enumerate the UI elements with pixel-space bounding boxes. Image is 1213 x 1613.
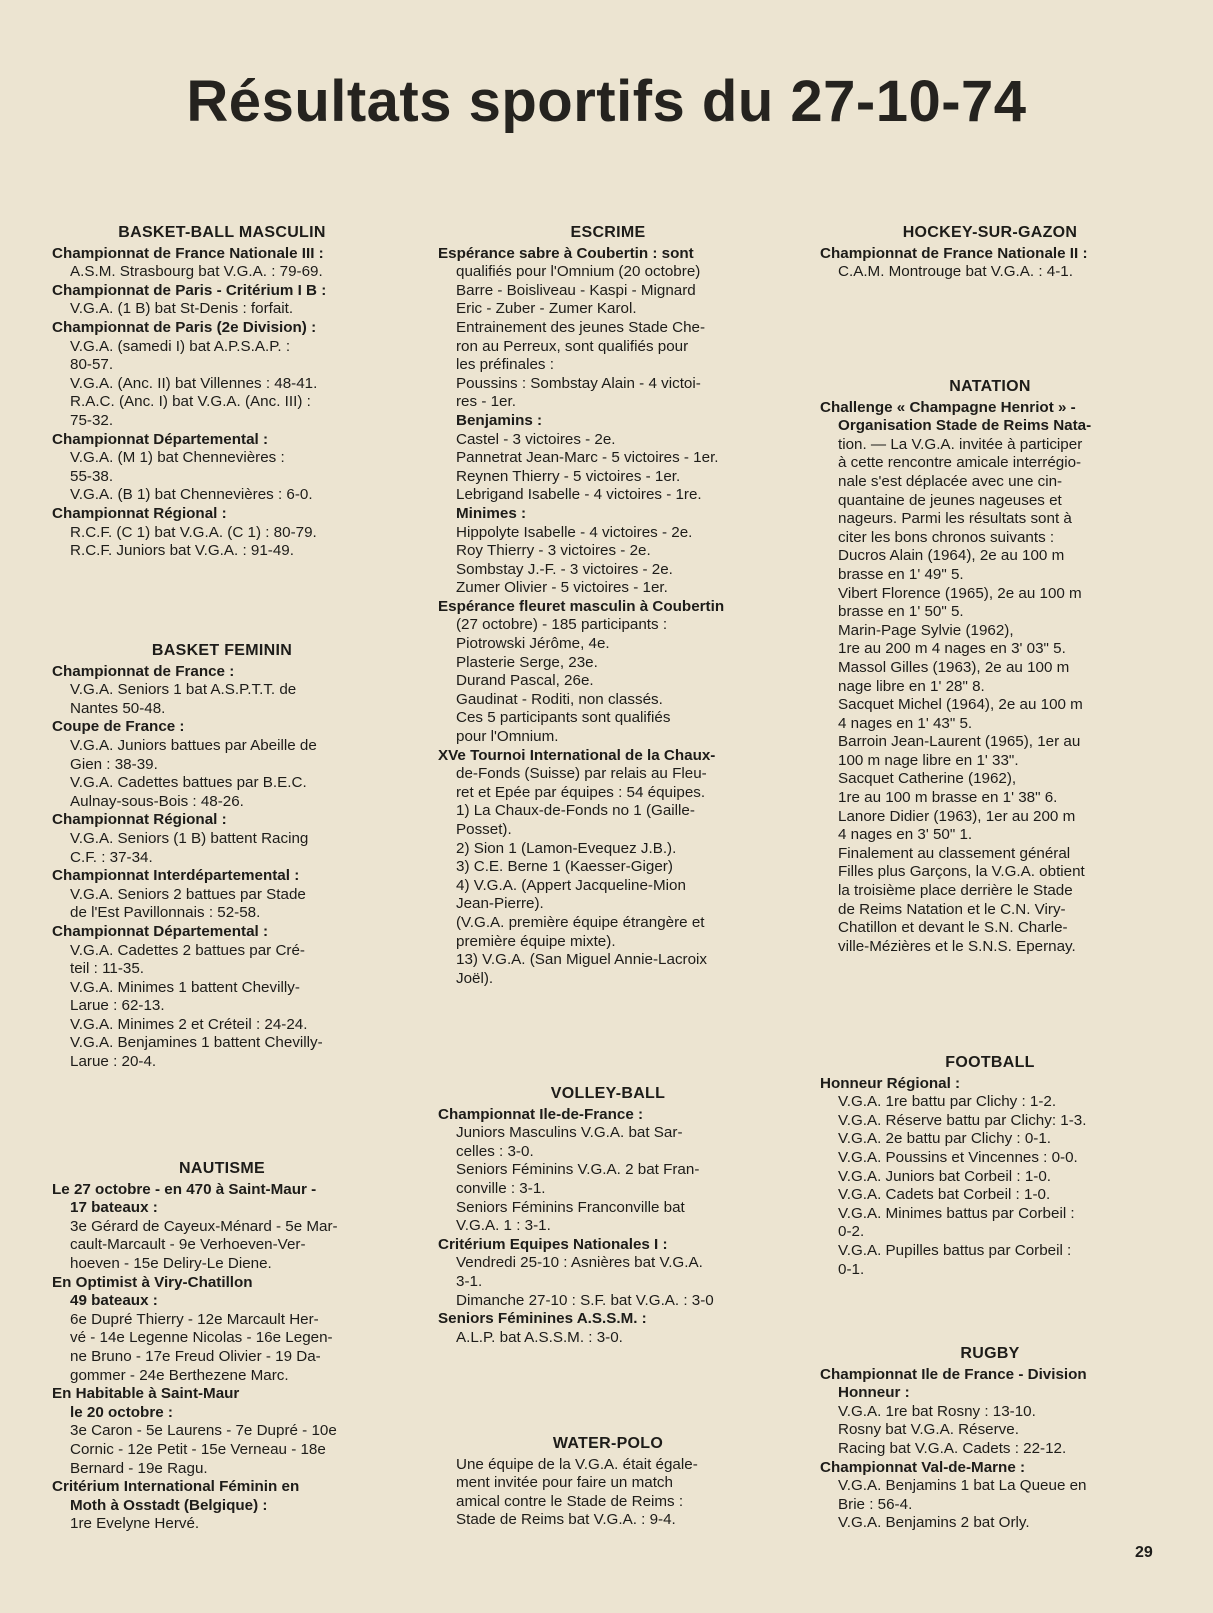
section-heading: NATATION <box>949 378 1031 395</box>
section-heading: RUGBY <box>960 1345 1020 1362</box>
result-line: Espérance sabre à Coubertin : sont <box>438 244 694 262</box>
result-line: 55-38. <box>70 467 114 485</box>
result-line: 13) V.G.A. (San Miguel Annie-Lacroix <box>456 951 708 969</box>
result-line: à cette rencontre amicale interrégio- <box>838 454 1082 472</box>
result-line: vé - 14e Legenne Nicolas - 16e Legen- <box>70 1329 333 1347</box>
result-line: Moth à Osstadt (Belgique) : <box>70 1496 268 1514</box>
result-line: 3e Caron - 5e Laurens - 7e Dupré - 10e <box>70 1422 337 1440</box>
result-line: Sacquet Michel (1964), 2e au 100 m <box>838 696 1083 714</box>
result-line: 4 nages en 1' 43" 5. <box>838 714 973 732</box>
page-title: Résultats sportifs du 27-10-74 <box>186 69 1027 134</box>
result-line: V.G.A. (M 1) bat Chennevières : <box>70 449 285 467</box>
result-line: Cornic - 12e Petit - 15e Verneau - 18e <box>70 1440 326 1458</box>
result-line: qualifiés pour l'Omnium (20 octobre) <box>456 263 701 281</box>
result-line: le 20 octobre : <box>70 1403 173 1421</box>
result-line: 2) Sion 1 (Lamon-Evequez J.B.). <box>456 839 677 857</box>
section-water-polo <box>438 1435 778 1530</box>
result-line: 4) V.G.A. (Appert Jacqueline-Mion <box>456 876 686 894</box>
result-line: Seniors Féminins Franconville bat <box>456 1198 685 1216</box>
result-line: Seniors Féminines A.S.S.M. : <box>438 1310 647 1328</box>
section-nautisme <box>52 1160 392 1534</box>
section-basket-masculin <box>52 224 392 561</box>
result-line: V.G.A. Pupilles battus par Corbeil : <box>838 1241 1072 1259</box>
result-line: Finalement au classement général <box>838 844 1071 862</box>
result-line: 3) C.E. Berne 1 (Kaesser-Giger) <box>456 858 673 876</box>
result-line: Durand Pascal, 26e. <box>456 672 594 690</box>
result-line: 49 bateaux : <box>70 1292 158 1310</box>
result-line: Une équipe de la V.G.A. était égale- <box>456 1455 698 1473</box>
result-line: Ducros Alain (1964), 2e au 100 m <box>838 547 1065 565</box>
result-line: gommer - 24e Berthezene Marc. <box>70 1366 289 1384</box>
result-line: Eric - Zuber - Zumer Karol. <box>456 300 637 318</box>
result-line: Critérium International Féminin en <box>52 1478 300 1496</box>
result-line: V.G.A. Benjamines 1 battent Chevilly- <box>70 1034 323 1052</box>
result-line: V.G.A. Cadettes battues par B.E.C. <box>70 774 307 792</box>
result-line: Reynen Thierry - 5 victoires - 1er. <box>456 467 681 485</box>
result-line: XVe Tournoi International de la Chaux- <box>438 746 716 764</box>
section-volley-ball <box>438 1085 778 1347</box>
result-line: ment invitée pour faire un match <box>456 1474 673 1492</box>
result-line: Jean-Pierre). <box>456 895 544 913</box>
result-line: 100 m nage libre en 1' 33". <box>838 751 1019 769</box>
result-line: En Habitable à Saint-Maur <box>52 1385 240 1403</box>
result-line: 75-32. <box>70 411 114 429</box>
result-line: res - 1er. <box>456 393 516 411</box>
result-line: nage libre en 1' 28" 8. <box>838 677 985 695</box>
result-line: R.C.F. (C 1) bat V.G.A. (C 1) : 80-79. <box>70 523 317 541</box>
result-line: A.L.P. bat A.S.S.M. : 3-0. <box>456 1328 623 1346</box>
result-line: Stade de Reims bat V.G.A. : 9-4. <box>456 1511 676 1529</box>
result-line: Coupe de France : <box>52 718 185 736</box>
section-heading: NAUTISME <box>179 1160 265 1177</box>
section-heading: VOLLEY-BALL <box>550 1085 666 1102</box>
result-line: V.G.A. (Anc. II) bat Villennes : 48-41. <box>70 374 318 392</box>
result-line: Roy Thierry - 3 victoires - 2e. <box>456 542 651 560</box>
result-line: 6e Dupré Thierry - 12e Marcault Her- <box>70 1310 319 1328</box>
result-line: la troisième place derrière le Stade <box>838 882 1073 900</box>
result-line: tion. — La V.G.A. invitée à participer <box>838 435 1083 453</box>
result-line: ville-Mézières et le S.N.S. Epernay. <box>838 937 1076 955</box>
result-line: Gien : 38-39. <box>70 755 158 773</box>
result-line: Benjamins : <box>456 411 543 429</box>
page-number: 29 <box>1135 1544 1153 1561</box>
result-line: Sombstay J.-F. - 3 victoires - 2e. <box>456 560 673 578</box>
result-line: 1re au 200 m 4 nages en 3' 03" 5. <box>838 640 1066 658</box>
result-line: Seniors Féminins V.G.A. 2 bat Fran- <box>456 1161 700 1179</box>
section-rugby <box>820 1345 1160 1533</box>
section-heading: HOCKEY-SUR-GAZON <box>902 224 1078 241</box>
result-line: Vendredi 25-10 : Asnières bat V.G.A. <box>456 1254 703 1272</box>
result-line: V.G.A. Minimes 1 battent Chevilly- <box>70 978 300 996</box>
section-heading: WATER-POLO <box>552 1435 664 1452</box>
result-line: Joël). <box>456 969 494 987</box>
result-line: 3-1. <box>456 1272 483 1290</box>
section-heading: BASKET FEMININ <box>151 642 293 659</box>
result-line: V.G.A. 1re battu par Clichy : 1-2. <box>838 1093 1057 1111</box>
result-line: Zumer Olivier - 5 victoires - 1er. <box>456 579 668 597</box>
result-line: R.C.F. Juniors bat V.G.A. : 91-49. <box>70 542 294 560</box>
result-line: Lanore Didier (1963), 1er au 200 m <box>838 807 1076 825</box>
result-line: V.G.A. Seniors 2 battues par Stade <box>70 885 306 903</box>
section-heading: FOOTBALL <box>945 1054 1035 1071</box>
result-line: Championnat de France Nationale III : <box>52 244 324 262</box>
result-line: Le 27 octobre - en 470 à Saint-Maur - <box>52 1180 317 1198</box>
result-line: C.A.M. Montrouge bat V.G.A. : 4-1. <box>838 263 1073 281</box>
result-line: ron au Perreux, sont qualifiés pour <box>456 337 689 355</box>
result-line: Championnat Ile de France - Division <box>820 1365 1087 1383</box>
result-line: Championnat Interdépartemental : <box>52 867 300 885</box>
result-line: teil : 11-35. <box>70 960 145 978</box>
result-line: Larue : 62-13. <box>70 997 165 1015</box>
result-line: Pannetrat Jean-Marc - 5 victoires - 1er. <box>456 449 719 467</box>
result-line: Filles plus Garçons, la V.G.A. obtient <box>838 863 1085 881</box>
result-line: Chatillon et devant le S.N. Charle- <box>838 919 1068 937</box>
result-line: V.G.A. Juniors battues par Abeille de <box>70 736 317 754</box>
result-line: Barroin Jean-Laurent (1965), 1er au <box>838 733 1081 751</box>
result-line: première équipe mixte). <box>456 932 616 950</box>
result-line: V.G.A. Réserve battu par Clichy: 1-3. <box>838 1111 1087 1129</box>
result-line: de l'Est Pavillonnais : 52-58. <box>70 904 261 922</box>
result-line: V.G.A. Cadets bat Corbeil : 1-0. <box>838 1186 1051 1204</box>
result-line: Castel - 3 victoires - 2e. <box>456 430 616 448</box>
result-line: Critérium Equipes Nationales I : <box>438 1235 668 1253</box>
result-line: V.G.A. 1re bat Rosny : 13-10. <box>838 1402 1036 1420</box>
result-line: Juniors Masculins V.G.A. bat Sar- <box>456 1124 683 1142</box>
result-line: brasse en 1' 50" 5. <box>838 603 964 621</box>
result-line: Dimanche 27-10 : S.F. bat V.G.A. : 3-0 <box>456 1291 714 1309</box>
result-line: Honneur : <box>838 1384 910 1402</box>
result-line: 0-1. <box>838 1260 865 1278</box>
result-line: Championnat de Paris (2e Division) : <box>52 318 317 336</box>
result-line: Championnat Départemental : <box>52 430 269 448</box>
result-line: Hippolyte Isabelle - 4 victoires - 2e. <box>456 523 693 541</box>
result-line: citer les bons chronos suivants : <box>838 528 1055 546</box>
result-line: 17 bateaux : <box>70 1199 158 1217</box>
result-line: 1re au 100 m brasse en 1' 38" 6. <box>838 789 1058 807</box>
result-line: Espérance fleuret masculin à Coubertin <box>438 597 725 615</box>
section-football <box>820 1054 1160 1279</box>
result-line: V.G.A. (1 B) bat St-Denis : forfait. <box>70 300 294 318</box>
result-line: Vibert Florence (1965), 2e au 100 m <box>838 584 1082 602</box>
result-line: Nantes 50-48. <box>70 699 166 717</box>
result-line: Massol Gilles (1963), 2e au 100 m <box>838 658 1070 676</box>
result-line: pour l'Omnium. <box>456 728 559 746</box>
result-line: (V.G.A. première équipe étrangère et <box>456 913 705 931</box>
result-line: Brie : 56-4. <box>838 1495 913 1513</box>
result-line: Gaudinat - Roditi, non classés. <box>456 690 663 708</box>
result-line: V.G.A. (B 1) bat Chennevières : 6-0. <box>70 486 313 504</box>
section-hockey-sur-gazon <box>820 224 1160 282</box>
result-line: V.G.A. Minimes 2 et Créteil : 24-24. <box>70 1015 308 1033</box>
result-line: V.G.A. Seniors 1 bat A.S.P.T.T. de <box>70 681 297 699</box>
result-line: cault-Marcault - 9e Verhoeven-Ver- <box>70 1236 306 1254</box>
result-line: En Optimist à Viry-Chatillon <box>52 1273 253 1291</box>
result-line: V.G.A. Cadettes 2 battues par Cré- <box>70 941 305 959</box>
section-basket-feminin <box>52 642 392 1072</box>
result-line: Organisation Stade de Reims Nata- <box>838 417 1092 435</box>
result-line: Larue : 20-4. <box>70 1053 157 1071</box>
result-line: quantaine de jeunes nageuses et <box>838 491 1062 509</box>
result-line: conville : 3-1. <box>456 1179 546 1197</box>
section-natation <box>820 378 1160 956</box>
result-line: Aulnay-sous-Bois : 48-26. <box>70 792 244 810</box>
result-line: V.G.A. 1 : 3-1. <box>456 1217 551 1235</box>
result-line: Championnat Régional : <box>52 504 227 522</box>
result-line: V.G.A. Seniors (1 B) battent Racing <box>70 829 309 847</box>
result-line: A.S.M. Strasbourg bat V.G.A. : 79-69. <box>70 263 323 281</box>
result-line: Championnat de Paris - Critérium I B : <box>52 281 327 299</box>
result-line: 1) La Chaux-de-Fonds no 1 (Gaille- <box>456 802 695 820</box>
result-line: V.G.A. Benjamins 2 bat Orly. <box>838 1514 1030 1532</box>
result-line: brasse en 1' 49" 5. <box>838 565 964 583</box>
section-escrime <box>438 224 778 988</box>
result-line: nale s'est déplacée avec une cin- <box>838 472 1063 490</box>
result-line: Minimes : <box>456 504 527 522</box>
result-line: de Reims Natation et le C.N. Viry- <box>838 900 1066 918</box>
result-line: Entrainement des jeunes Stade Che- <box>456 318 706 336</box>
result-line: Championnat Départemental : <box>52 922 269 940</box>
result-line: hoeven - 15e Deliry-Le Diene. <box>70 1254 272 1272</box>
result-line: Challenge « Champagne Henriot » - <box>820 398 1076 416</box>
result-line: celles : 3-0. <box>456 1142 534 1160</box>
result-line: Barre - Boisliveau - Kaspi - Mignard <box>456 281 696 299</box>
section-heading: BASKET-BALL MASCULIN <box>118 224 326 241</box>
result-line: V.G.A. Juniors bat Corbeil : 1-0. <box>838 1167 1052 1185</box>
result-line: V.G.A. 2e battu par Clichy : 0-1. <box>838 1130 1052 1148</box>
result-line: 3e Gérard de Cayeux-Ménard - 5e Mar- <box>70 1217 338 1235</box>
result-line: Rosny bat V.G.A. Réserve. <box>838 1421 1019 1439</box>
result-line: Marin-Page Sylvie (1962), <box>838 621 1014 639</box>
result-line: 1re Evelyne Hervé. <box>70 1515 200 1533</box>
result-line: (27 octobre) - 185 participants : <box>456 616 668 634</box>
result-line: amical contre le Stade de Reims : <box>456 1492 684 1510</box>
result-line: ne Bruno - 17e Freud Olivier - 19 Da- <box>70 1347 321 1365</box>
result-line: Honneur Régional : <box>820 1074 961 1092</box>
result-line: Posset). <box>456 821 512 838</box>
result-line: de-Fonds (Suisse) par relais au Fleu- <box>456 765 707 783</box>
result-line: 80-57. <box>70 356 114 374</box>
result-line: 0-2. <box>838 1223 865 1241</box>
result-line: Championnat Régional : <box>52 811 227 829</box>
result-line: ret et Epée par équipes : 54 équipes. <box>456 783 706 801</box>
result-line: Piotrowski Jérôme, 4e. <box>456 635 610 653</box>
result-line: V.G.A. Minimes battus par Corbeil : <box>838 1204 1075 1222</box>
result-line: Racing bat V.G.A. Cadets : 22-12. <box>838 1439 1067 1457</box>
result-line: V.G.A. (samedi I) bat A.P.S.A.P. : <box>70 337 291 355</box>
result-line: 4 nages en 3' 50" 1. <box>838 826 973 844</box>
result-line: Plasterie Serge, 23e. <box>456 653 598 671</box>
result-line: Bernard - 19e Ragu. <box>70 1459 208 1477</box>
result-line: Poussins : Sombstay Alain - 4 victoi- <box>456 374 701 392</box>
result-line: Championnat Ile-de-France : <box>438 1105 644 1123</box>
result-line: nageurs. Parmi les résultats sont à <box>838 510 1072 528</box>
result-line: C.F. : 37-34. <box>70 848 153 866</box>
section-heading: ESCRIME <box>570 224 646 241</box>
result-line: Lebrigand Isabelle - 4 victoires - 1re. <box>456 486 702 504</box>
result-line: Championnat de France : <box>52 662 235 680</box>
result-line: Championnat Val-de-Marne : <box>820 1458 1026 1476</box>
result-line: R.A.C. (Anc. I) bat V.G.A. (Anc. III) : <box>70 393 311 411</box>
result-line: V.G.A. Poussins et Vincennes : 0-0. <box>838 1148 1078 1166</box>
result-line: V.G.A. Benjamins 1 bat La Queue en <box>838 1477 1087 1495</box>
result-line: Championnat de France Nationale II : <box>820 244 1088 262</box>
result-line: Ces 5 participants sont qualifiés <box>456 709 671 727</box>
result-line: Sacquet Catherine (1962), <box>838 770 1017 788</box>
result-line: les préfinales : <box>456 356 554 374</box>
